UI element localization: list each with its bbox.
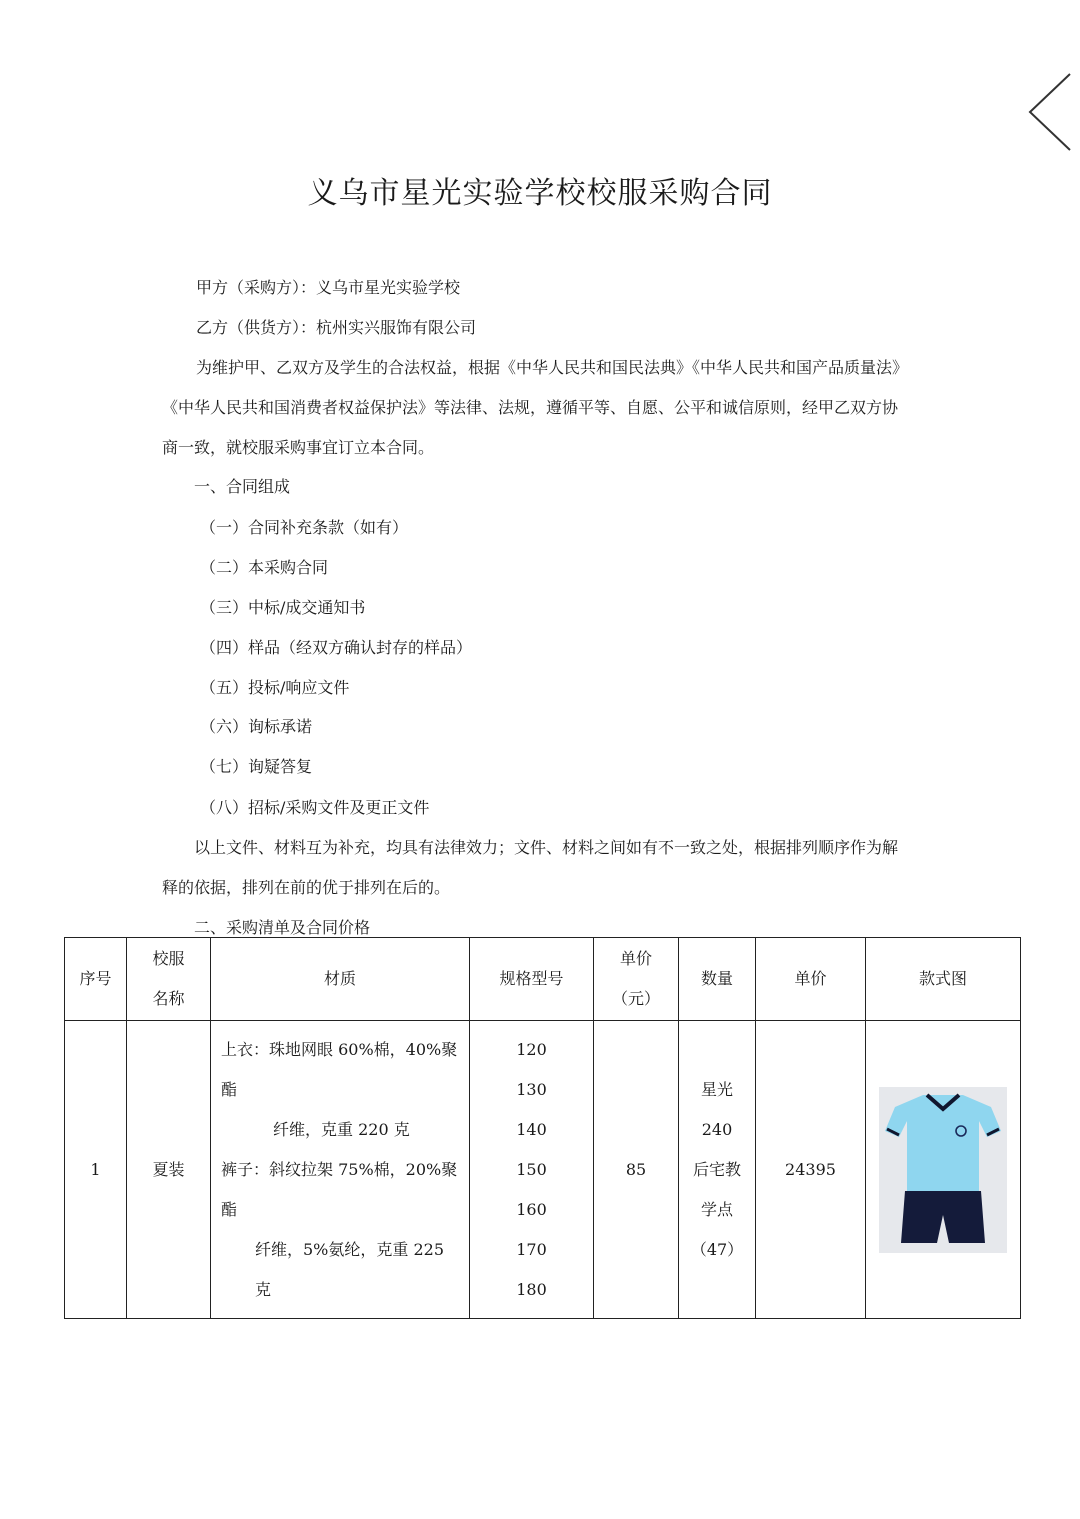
cell-unit: 24395 [756,1021,866,1319]
intro-line-3: 商一致，就校服采购事宜订立本合同。 [162,438,435,457]
party-a: 甲方（采购方）：义乌市星光实验学校 [196,278,461,297]
section1-item: （四）样品（经双方确认封存的样品） [200,638,473,657]
header-price-line: （元） [611,989,660,1008]
document-title: 义乌市星光实验学校校服采购合同 [307,176,773,211]
cell-image [866,1021,1021,1319]
material-line: 纤维，克重 220 克 [273,1119,410,1139]
section1-item: （六）询标承诺 [200,717,313,736]
header-name-line: 名称 [152,989,185,1008]
section1-item: （一）合同补充条款（如有） [200,518,409,537]
qty-line: 240 [701,1119,733,1139]
qty-line: （47） [690,1239,744,1259]
size-value: 140 [516,1119,547,1139]
cell-price: 85 [594,1021,679,1319]
header-material: 材质 [211,938,470,1021]
section1-item: （二）本采购合同 [200,558,329,577]
header-name [127,938,211,1021]
header-price [594,938,679,1021]
section1-item: （八）招标/采购文件及更正文件 [200,798,430,817]
cell-sizes [470,1021,594,1319]
header-qty: 数量 [679,938,756,1021]
size-value: 150 [516,1159,547,1179]
header-image: 款式图 [866,938,1021,1021]
table-header-row [65,938,1021,1021]
uniform-photo-icon [879,1087,1007,1253]
section2-title: 二、采购清单及合同价格 [194,918,371,937]
qty-line: 学点 [700,1199,733,1219]
size-value: 180 [516,1279,547,1299]
size-value: 170 [516,1239,547,1259]
party-b: 乙方（供货方）：杭州实兴服饰有限公司 [196,318,477,337]
precedence-line-1: 以上文件、材料互为补充，均具有法律效力；文件、材料之间如有不一致之处，根据排列顺序作为解 [194,838,899,857]
header-spec: 规格型号 [470,938,594,1021]
section1-item: （五）投标/响应文件 [200,678,350,697]
cell-material [211,1021,470,1319]
header-unit: 单价 [756,938,866,1021]
material-line: 纤维，5%氨纶，克重 225 克 [255,1239,445,1299]
section1-item: （三）中标/成交通知书 [200,598,366,617]
table-row [65,1021,1021,1319]
precedence-line-2: 释的依据，排列在前的优于排列在后的。 [162,878,451,897]
material-line: 上衣：珠地网眼 60%棉，40%聚酯 [221,1039,458,1099]
page-corner-mark [1024,70,1074,154]
intro-line-2: 《中华人民共和国消费者权益保护法》等法律、法规，遵循平等、自愿、公平和诚信原则，经甲乙双方协 [162,398,899,417]
size-value: 120 [516,1039,547,1059]
size-value: 160 [516,1199,547,1219]
qty-line: 星光 [700,1079,733,1099]
section1-title: 一、合同组成 [194,477,291,496]
procurement-table [64,937,1021,1319]
size-value: 130 [516,1079,547,1099]
header-name-line: 校服 [152,949,185,968]
material-line: 裤子：斜纹拉架 75%棉，20%聚酯 [221,1159,458,1219]
qty-line: 后宅教 [692,1159,741,1179]
section1-item: （七）询疑答复 [200,757,313,776]
cell-qty [679,1021,756,1319]
cell-name: 夏装 [127,1021,211,1319]
header-seq: 序号 [65,938,127,1021]
cell-seq: 1 [65,1021,127,1319]
header-price-line: 单价 [619,949,652,968]
intro-line-1: 为维护甲、乙双方及学生的合法权益，根据《中华人民共和国民法典》《中华人民共和国产品质量法》 [196,358,909,377]
